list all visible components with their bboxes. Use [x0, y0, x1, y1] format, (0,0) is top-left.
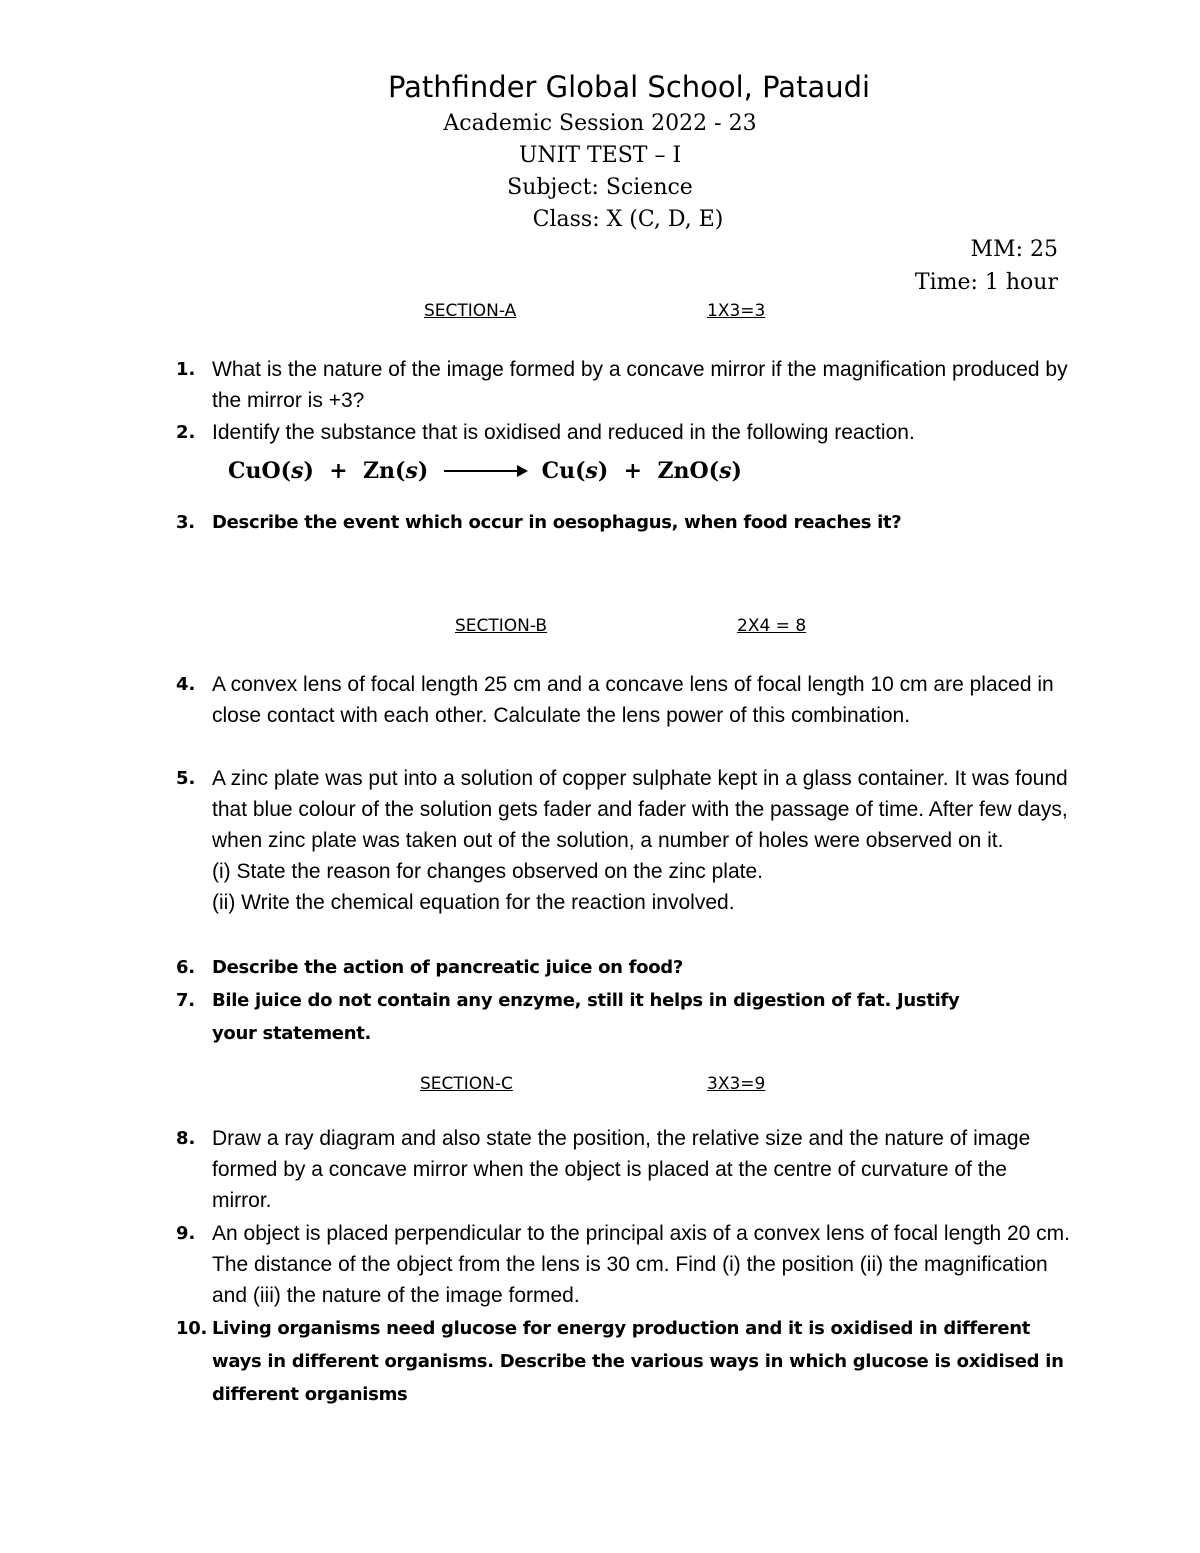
question-text: Living organisms need glucose for energy production and it is oxidised in different ways in different organisms. Describe the various ways in which glucose is oxidised in different organisms [212, 1318, 1064, 1405]
question-number: 3. [176, 512, 195, 533]
question-number: 9. [176, 1223, 196, 1244]
section-a-marks: 1X3=3 [707, 301, 766, 321]
eq-close: ) [417, 458, 429, 484]
eq-state: s [585, 458, 598, 484]
eq-state: s [405, 458, 418, 484]
question-text: Identify the substance that is oxidised and reduced in the following reaction. [212, 421, 915, 444]
question-number: 6. [176, 957, 195, 978]
eq-zn: Zn( [362, 458, 406, 484]
section-c-title: SECTION-C [420, 1074, 513, 1094]
question-text: A convex lens of focal length 25 cm and a concave lens of focal length 10 cm are placed in close contact with each other. Calculate the lens power of this combination. [212, 673, 1054, 727]
question-subpart: (ii) Write the chemical equation for the reaction involved. [212, 891, 735, 914]
eq-close: ) [303, 458, 314, 484]
eq-cuo: CuO( [228, 458, 292, 484]
class: Class: X (C, D, E) [532, 207, 724, 232]
question-text: What is the nature of the image formed by a concave mirror if the magnification produced by the mirror is +3? [212, 358, 1068, 412]
eq-close: ) [731, 458, 742, 484]
question-number: 7. [176, 990, 195, 1011]
section-a-title: SECTION-A [424, 301, 517, 321]
reaction-arrow-icon [444, 470, 526, 472]
question-number: 8. [176, 1128, 196, 1149]
max-marks: MM: 25 [970, 237, 1058, 262]
test-title: UNIT TEST – I [518, 143, 682, 168]
question-number: 4. [176, 674, 196, 695]
eq-close: ) [597, 458, 609, 484]
question-number: 5. [176, 768, 196, 789]
academic-session: Academic Session 2022 - 23 [443, 111, 757, 136]
section-c-marks: 3X3=9 [707, 1074, 766, 1094]
question-text: Bile juice do not contain any enzyme, still it helps in digestion of fat. Justify your statement. [212, 990, 960, 1044]
eq-cu: Cu( [541, 458, 586, 484]
eq-state: s [719, 458, 732, 484]
question-body [212, 763, 1072, 918]
eq-plus: + [329, 458, 348, 484]
chemical-equation [228, 458, 742, 484]
question-number: 10. [176, 1318, 207, 1339]
question-text: Draw a ray diagram and also state the position, the relative size and the nature of image formed by a concave mirror when the object is placed at the centre of curvature of the mirror. [212, 1127, 1031, 1212]
question-text: A zinc plate was put into a solution of copper sulphate kept in a glass container. It was found that blue colour of the solution gets fader and fader with the passage of time. After few days, when zinc plate was taken out of the solution, a number of holes were observed on it. [212, 767, 1068, 852]
question-number: 1. [176, 359, 196, 380]
eq-state: s [291, 458, 304, 484]
question-subpart: (i) State the reason for changes observed on the zinc plate. [212, 860, 763, 883]
eq-zno: ZnO( [657, 458, 720, 484]
eq-plus: + [623, 458, 643, 484]
question-text: Describe the action of pancreatic juice on food? [212, 957, 684, 978]
time-allowed: Time: 1 hour [914, 270, 1058, 295]
subject: Subject: Science [507, 175, 693, 200]
question-text: An object is placed perpendicular to the principal axis of a convex lens of focal length 20 cm. The distance of the object from the lens is 30 cm. Find (i) the position (ii) the magnification and (iii) the nature of the image formed. [212, 1222, 1070, 1307]
section-b-marks: 2X4 = 8 [737, 616, 807, 636]
question-number: 2. [176, 422, 196, 443]
school-name: Pathfinder Global School, Pataudi [387, 70, 871, 104]
question-text: Describe the event which occur in oesophagus, when food reaches it? [212, 512, 902, 533]
section-b-title: SECTION-B [455, 616, 548, 636]
